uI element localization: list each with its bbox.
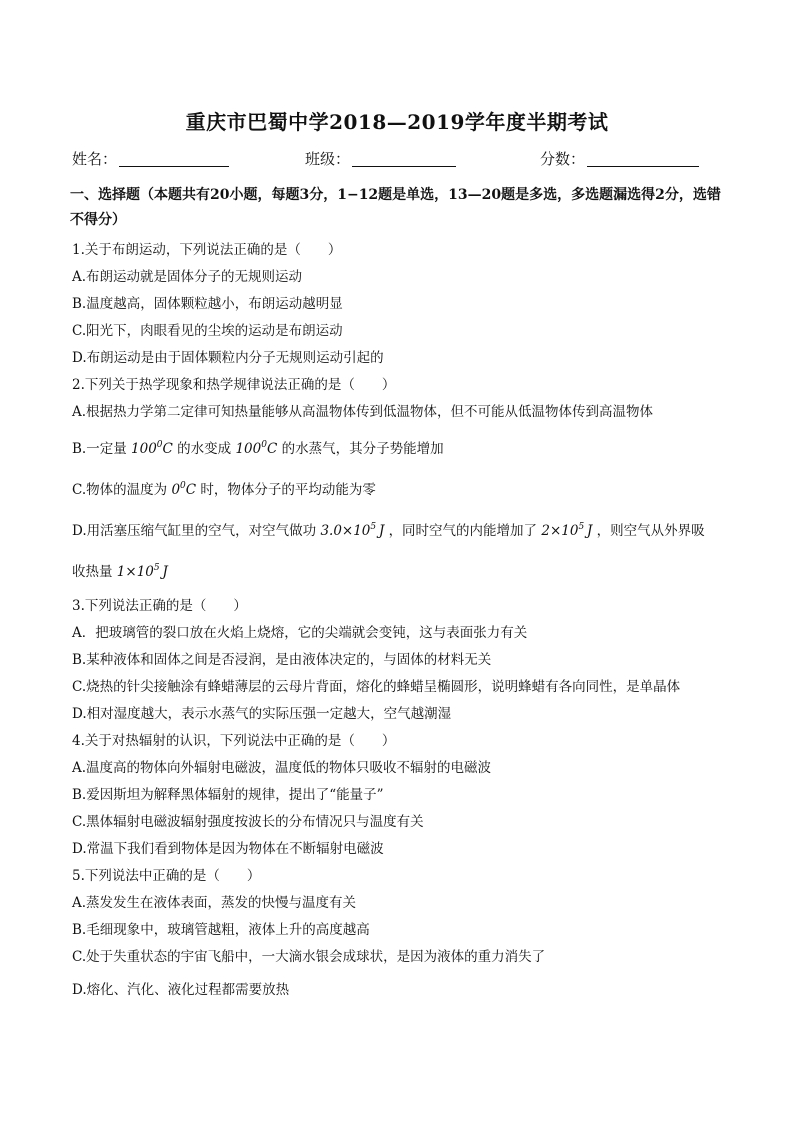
q1-stem: 1.关于布朗运动，下列说法正确的是（ ）: [72, 242, 342, 258]
q4-option-d: D.常温下我们看到物体是因为物体在不断辐射电磁波: [72, 841, 384, 857]
q1-option-c: C.阳光下，肉眼看见的尘埃的运动是布朗运动: [72, 323, 343, 339]
q2-d-text-2: ，同时空气的内能增加了: [388, 523, 538, 539]
q3-stem: 3.下列说法正确的是（ ）: [72, 598, 247, 614]
q2-b-text-1: B.一定量: [72, 441, 127, 457]
class-label: 班级：: [305, 150, 351, 168]
section-heading: 一、选择题（本题共有20小题，每题3分，1−12题是单选，13—20题是多选，多选题漏选得2分，选错不得分）: [70, 187, 721, 228]
q4-stem: 4.关于对热辐射的认识，下列说法中正确的是（ ）: [72, 733, 396, 749]
q2-option-d-cont: [72, 560, 168, 580]
q4-option-c: C.黑体辐射电磁波辐射强度按波长的分布情况只与温度有关: [72, 814, 424, 830]
q4-option-a: A.温度高的物体向外辐射电磁波，温度低的物体只吸收不辐射的电磁波: [72, 760, 492, 776]
class-blank[interactable]: [352, 150, 456, 167]
q2-d-text-1: D.用活塞压缩气缸里的空气，对空气做功: [72, 523, 317, 539]
q5-option-b: B.毛细现象中，玻璃管越粗，液体上升的高度越高: [72, 922, 370, 938]
q2-d2-formula: $1\times 10^5$ J: [116, 563, 168, 580]
q2-option-b: [72, 437, 444, 457]
name-blank[interactable]: [119, 150, 229, 167]
name-field: [72, 148, 229, 169]
q5-option-d: D.熔化、汽化、液化过程都需要放热: [72, 982, 290, 998]
q2-option-d: [72, 519, 705, 539]
score-label: 分数：: [540, 150, 586, 168]
q2-d-formula-2: $2\times 10^5$ J: [541, 522, 593, 539]
q1-option-d: D.布朗运动是由于固体颗粒内分子无规则运动引起的: [72, 350, 384, 366]
q5-option-a: A.蒸发发生在液体表面，蒸发的快慢与温度有关: [72, 895, 357, 911]
q2-d-formula-1: $3.0\times 10^5$ J: [320, 522, 385, 539]
q2-c-text-2: 时，物体分子的平均动能为零: [200, 482, 376, 498]
q4-option-b: B.爱因斯坦为解释黑体辐射的规律，提出了“能量子”: [72, 787, 384, 803]
q3-option-a: A．把玻璃管的裂口放在火焰上烧熔，它的尖端就会变钝，这与表面张力有关: [72, 625, 528, 641]
score-field: [540, 148, 699, 169]
score-blank[interactable]: [587, 150, 699, 167]
q2-b-text-2: 的水变成: [177, 441, 232, 457]
q2-d2-text: 收热量: [72, 564, 113, 580]
q3-option-c: C.烧热的针尖接触涂有蜂蜡薄层的云母片背面，熔化的蜂蜡呈椭圆形，说明蜂蜡有各向同性，是单晶体: [72, 679, 681, 695]
name-label: 姓名：: [72, 150, 118, 168]
q5-option-c: C.处于失重状态的宇宙飞船中，一大滴水银会成球状，是因为液体的重力消失了: [72, 949, 546, 965]
q2-option-a: A.根据热力学第二定律可知热量能够从高温物体传到低温物体，但不可能从低温物体传到高温物体: [72, 404, 654, 420]
q2-b-text-3: 的水蒸气，其分子势能增加: [281, 441, 444, 457]
q2-b-formula-2: $100^0C$: [235, 440, 278, 457]
q2-option-c: [72, 478, 376, 498]
q2-b-formula-1: $100^0C$: [131, 440, 173, 457]
q1-option-b: B.温度越高，固体颗粒越小，布朗运动越明显: [72, 296, 343, 312]
q2-d-text-3: ，则空气从外界吸: [596, 523, 705, 539]
exam-title: 重庆市巴蜀中学2018—2019学年度半期考试: [185, 110, 609, 134]
q3-option-d: D.相对湿度越大，表示水蒸气的实际压强一定越大，空气越潮湿: [72, 706, 452, 722]
q2-c-formula: $0^0C$: [171, 481, 197, 498]
q5-stem: 5.下列说法中正确的是（ ）: [72, 868, 261, 884]
q3-option-b: B.某种液体和固体之间是否浸润，是由液体决定的，与固体的材料无关: [72, 652, 492, 668]
q1-option-a: A.布朗运动就是固体分子的无规则运动: [72, 269, 303, 285]
q2-stem: 2.下列关于热学现象和热学规律说法正确的是（ ）: [72, 377, 396, 393]
q2-c-text-1: C.物体的温度为: [72, 482, 168, 498]
class-field: [305, 148, 456, 169]
